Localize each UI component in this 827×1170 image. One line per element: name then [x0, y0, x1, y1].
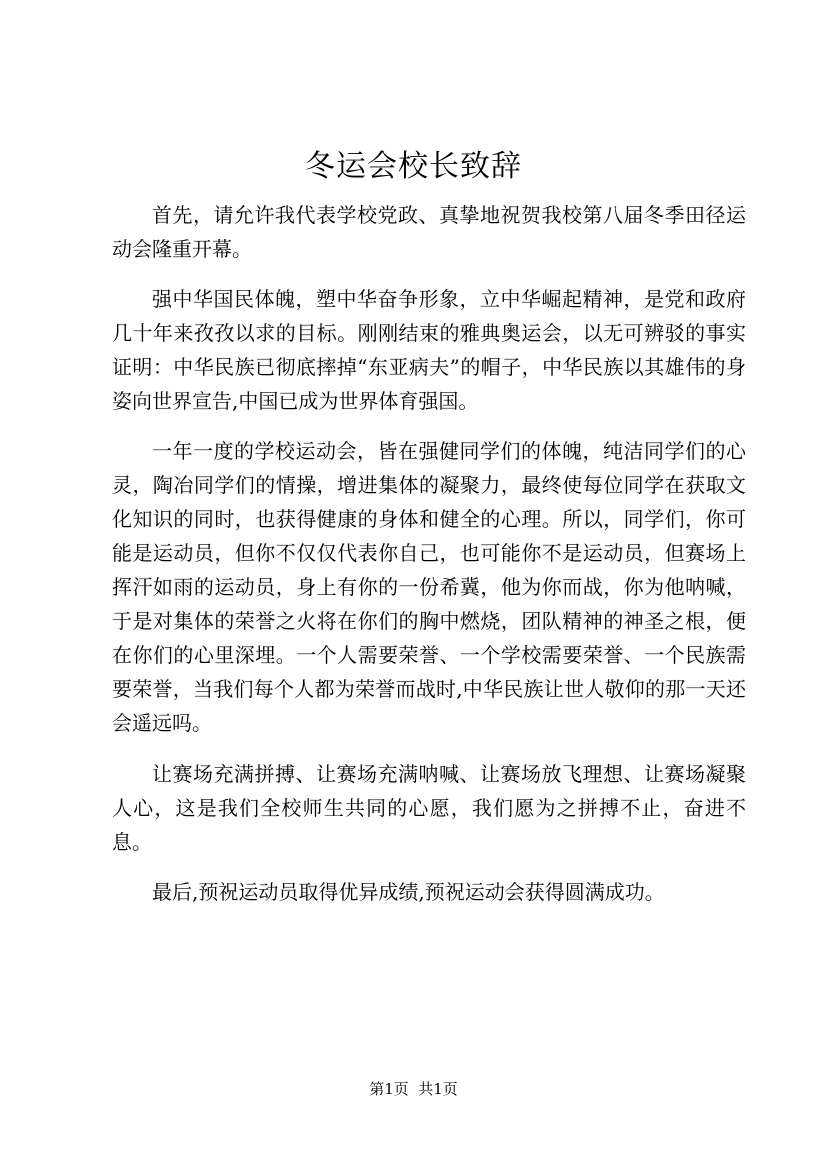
- paragraph-sports-meet-purpose: 一年一度的学校运动会，皆在强健同学们的体魄，纯洁同学们的心灵，陶冶同学们的情操，增进集体的凝聚力，最终使每位同学在获取文化知识的同时，也获得健康的身体和健全的心理。所以，同学们，你可能是运动员，但你不仅仅代表你自己，也可能你不是运动员，但赛场上挥汗如雨的运动员，身上有你的一份希冀，他为你而战，你为他呐喊，于是对集体的荣誉之火将在你们的胸中燃烧，团队精神的神圣之根，便在你们的心里深埋。一个人需要荣誉、一个学校需要荣誉、一个民族需要荣誉，当我们每个人都为荣誉而战时,中华民族让世人敬仰的那一天还会遥远吗。: [112, 439, 746, 735]
- document-body: [112, 198, 746, 909]
- paragraph-opening: 首先，请允许我代表学校党政、真挚地祝贺我校第八届冬季田径运动会隆重开幕。: [112, 203, 746, 261]
- document-title: 冬运会校长致辞: [305, 149, 522, 184]
- page-footer: [0, 1079, 827, 1099]
- paragraph-closing-wishes: 最后,预祝运动员取得优异成绩,预祝运动会获得圆满成功。: [152, 880, 665, 904]
- paragraph-shared-wish: 让赛场充满拼搏、让赛场充满呐喊、让赛场放飞理想、让赛场凝聚人心，这是我们全校师生共同的心愿，我们愿为之拼搏不止，奋进不息。: [112, 762, 746, 854]
- page-number-label: 第1页 共1页: [369, 1080, 458, 1098]
- paragraph-national-fitness: 强中华国民体魄，塑中华奋争形象，立中华崛起精神，是党和政府几十年来孜孜以求的目标。刚刚结束的雅典奥运会，以无可辨驳的事实证明：中华民族已彻底摔掉“东亚病夫”的帽子，中华民族以其雄伟的身姿向世界宣告,中国已成为世界体育强国。: [112, 287, 746, 413]
